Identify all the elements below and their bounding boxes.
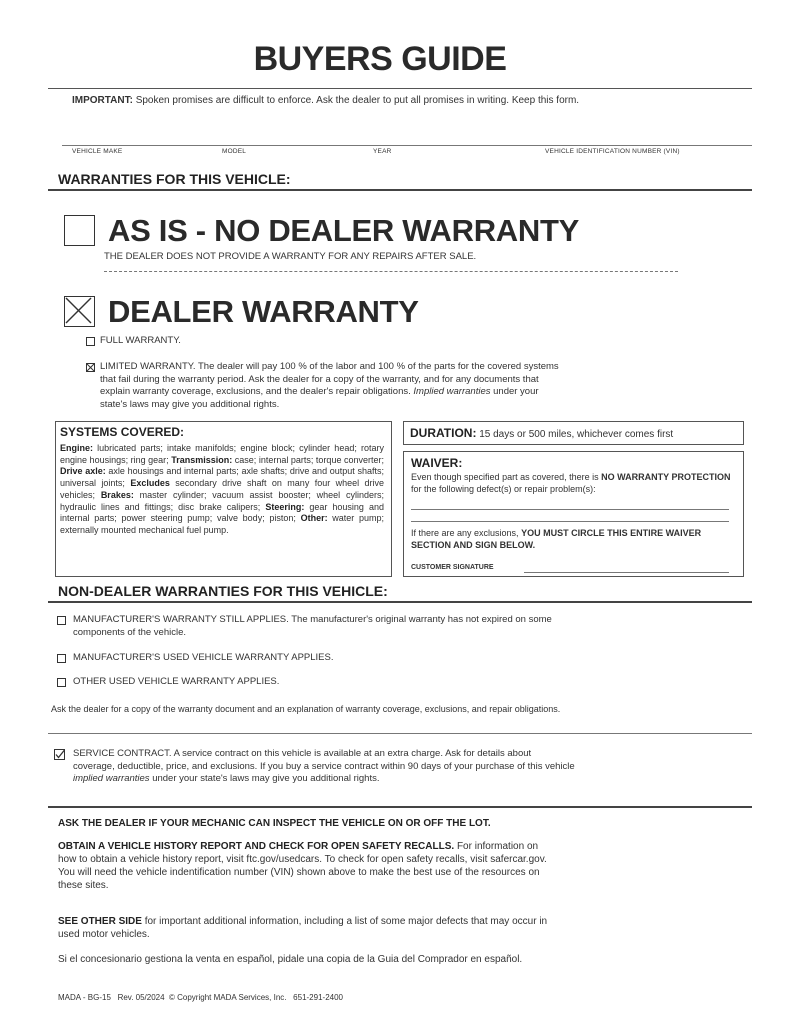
waiver-text-1: Even though specified part as covered, there is NO WARRANTY PROTECTION for the following defect(s) or repair problem(s):: [411, 472, 731, 494]
customer-signature-label: CUSTOMER SIGNATURE: [411, 564, 494, 571]
manufacturer-warranty-text: MANUFACTURER'S WARRANTY STILL APPLIES. The manufacturer's original warranty has not expired on some components of the vehicle.: [73, 614, 552, 638]
service-contract-checkbox[interactable]: [54, 748, 65, 759]
history-report-notice: OBTAIN A VEHICLE HISTORY REPORT AND CHECK FOR OPEN SAFETY RECALLS. For information on how to obtain a vehicle history report, visit ftc.gov/usedcars. To check for open safety recalls, visit safercar.gov. You will need the vehicle indentification number (VIN) shown above to make the best use of the resources on these sites.: [58, 841, 547, 891]
systems-covered-text: Engine: lubricated parts; intake manifolds; engine block; cylinder head; rotary engine housings; ring gear; Transmission: case; internal parts; torque converter; Drive axle: axle housings and internal parts; axle shafts; drive and output shafts; universal joints; Excludes secondary drive shaft on many four wheel drive vehicles; Brakes: master cylinder; vacuum assist booster; wheel cylinders; hydraulic lines and fittings; disc brake calipers; Steering: gear housing and internal parts; power steering pump; valve body; piston; Other: water pump; externally mounted mechanical fuel pump.: [60, 443, 384, 535]
manufacturer-warranty-checkbox[interactable]: [57, 616, 66, 625]
customer-signature-line[interactable]: [524, 572, 729, 573]
steering-label: Steering:: [265, 501, 305, 512]
important-notice: [72, 95, 579, 106]
important-label: IMPORTANT:: [72, 95, 133, 106]
limited-line-1: LIMITED WARRANTY. The dealer will pay 100 % of the labor and 100 % of the parts for the covered systems: [100, 361, 559, 372]
limited-warranty-checkbox[interactable]: [86, 363, 95, 372]
non-dealer-divider: [48, 601, 752, 603]
duration-label: DURATION:: [410, 426, 477, 440]
dealer-warranty-heading: DEALER WARRANTY: [108, 294, 419, 329]
vehicle-vin-label: VEHICLE IDENTIFICATION NUMBER (VIN): [545, 148, 680, 155]
inspect-notice: ASK THE DEALER IF YOUR MECHANIC CAN INSPECT THE VEHICLE ON OR OFF THE LOT.: [58, 818, 491, 829]
limited-line-4: state's laws may give you additional rights.: [100, 398, 280, 410]
transmission-label: Transmission:: [171, 454, 233, 465]
as-is-checkbox[interactable]: [64, 215, 95, 246]
other-used-warranty-checkbox[interactable]: [57, 678, 66, 687]
page-title: BUYERS GUIDE: [253, 40, 507, 78]
as-is-cut-line: [104, 271, 678, 272]
dealer-warranty-checkbox[interactable]: [64, 296, 95, 327]
drive-axle-label: Drive axle:: [60, 466, 106, 477]
limited-warranty-text: [100, 361, 680, 411]
systems-covered-title: SYSTEMS COVERED:: [60, 425, 185, 439]
service-contract-divider: [48, 733, 752, 734]
limited-line-3: explain warranty coverage, exclusions, and the dealer's repair obligations. Implied warranties under your: [100, 386, 539, 397]
non-dealer-header: NON-DEALER WARRANTIES FOR THIS VEHICLE:: [58, 583, 388, 599]
waiver-defect-line-2[interactable]: [411, 521, 729, 522]
warranties-header: WARRANTIES FOR THIS VEHICLE:: [58, 171, 291, 187]
limited-line-2: that fail during the warranty period. Ask the dealer for a copy of the warranty, and for any documents that: [100, 373, 539, 385]
duration-field[interactable]: [410, 426, 673, 440]
spanish-notice: Si el concesionario gestiona la venta en español, pidale una copia de la Guia del Comprador en español.: [58, 954, 523, 965]
brakes-label: Brakes:: [100, 489, 134, 500]
x-mark-icon: [86, 363, 95, 372]
full-warranty-label: FULL WARRANTY.: [100, 335, 181, 346]
implied-warranties-text: Implied warranties: [413, 386, 491, 397]
other-label: Other:: [300, 513, 328, 524]
footer-text: MADA - BG-15 Rev. 05/2024 © Copyright MADA Services, Inc. 651-291-2400: [58, 993, 343, 1002]
title-divider: [48, 88, 752, 89]
vehicle-model-label: MODEL: [222, 148, 247, 155]
vehicle-info-line[interactable]: [62, 145, 752, 146]
see-other-side-notice: SEE OTHER SIDE for important additional information, including a list of some major defects that may occur in used motor vehicles.: [58, 916, 548, 940]
waiver-text-2: If there are any exclusions, YOU MUST CIRCLE THIS ENTIRE WAIVER SECTION AND SIGN BELOW.: [411, 528, 702, 550]
engine-label: Engine:: [60, 443, 93, 453]
lower-divider: [48, 806, 752, 808]
warranties-divider: [48, 189, 752, 191]
full-warranty-checkbox[interactable]: [86, 337, 95, 346]
excludes-label: Excludes: [130, 478, 170, 489]
vehicle-year-label: YEAR: [373, 148, 392, 155]
as-is-heading: AS IS - NO DEALER WARRANTY: [108, 213, 579, 248]
service-implied-warranties-text: implied warranties: [73, 773, 150, 784]
vehicle-make-label: VEHICLE MAKE: [72, 148, 123, 155]
x-mark-icon: [64, 296, 93, 325]
waiver-title: WAIVER:: [411, 456, 463, 470]
service-contract-text: SERVICE CONTRACT. A service contract on this vehicle is available at an extra charge. Ask for details about coverage, deductible, price, and exclusions. If you buy a service contract within 90 days of your purchase of this vehicle implied warranties under your state's laws may give you additional rights.: [73, 748, 575, 784]
duration-value: 15 days or 500 miles, whichever comes first: [479, 429, 674, 440]
ask-dealer-text: Ask the dealer for a copy of the warranty document and an explanation of warranty coverage, exclusions, and repair obligations.: [51, 704, 561, 714]
waiver-defect-line-1[interactable]: [411, 509, 729, 510]
important-text: Spoken promises are difficult to enforce. Ask the dealer to put all promises in writing. Keep this form.: [135, 95, 580, 106]
check-mark-icon: [54, 749, 66, 761]
manufacturer-used-warranty-text: MANUFACTURER'S USED VEHICLE WARRANTY APPLIES.: [73, 652, 334, 663]
as-is-subtext: THE DEALER DOES NOT PROVIDE A WARRANTY FOR ANY REPAIRS AFTER SALE.: [104, 251, 477, 262]
manufacturer-used-warranty-checkbox[interactable]: [57, 654, 66, 663]
other-used-warranty-text: OTHER USED VEHICLE WARRANTY APPLIES.: [73, 676, 280, 687]
